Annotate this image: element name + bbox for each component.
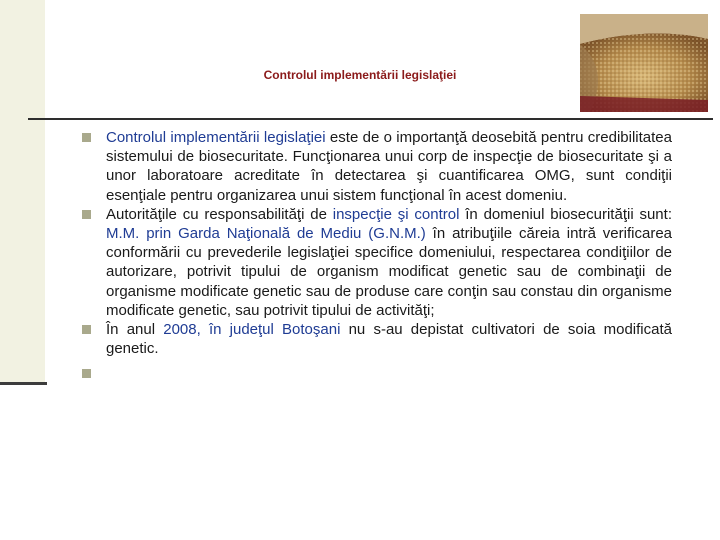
bullet-list xyxy=(82,128,672,383)
square-bullet-icon xyxy=(82,325,91,334)
list-item xyxy=(82,128,672,205)
item-highlight: 2008, în judeţul Botoşani xyxy=(163,321,341,339)
grain-sack-photo xyxy=(580,14,708,112)
list-item xyxy=(82,320,672,358)
item-highlight: M.M. prin Garda Naţională de Mediu (G.N.M.) xyxy=(106,225,426,243)
item-text: nu s-au depistat cultivatori de soia modificată genetic. xyxy=(106,321,672,358)
slide-title: Controlul implementării legislaţiei xyxy=(263,68,457,82)
list-item xyxy=(82,205,672,320)
item-highlight: inspecţie şi control xyxy=(332,205,460,223)
item-text: În anul xyxy=(106,321,164,339)
title-divider xyxy=(28,118,713,120)
square-bullet-icon xyxy=(82,210,91,219)
item-text: în domeniul biosecurităţii sunt: xyxy=(459,205,672,223)
left-accent-band xyxy=(0,0,45,383)
item-text: Autorităţile cu responsabilităţi de xyxy=(106,205,333,223)
item-text: în atribuţiile căreia intră verificarea conformării cu prevederile legislaţiei specifice domeniului, respectarea condiţiilor de autorizare, potrivit tipului de organism modificat genetic sau de combinaţii de organisme modificate genetic sau de produse care conţin sau constau din organisme modificate genetic, sau potrivit tipului de activităţi; xyxy=(106,225,672,319)
item-text: este de o importanţă deosebită pentru credibilitatea sistemului de biosecuritate. Funcţionarea unui corp de inspecţie de biosecuritate şi a unor laboratoare acreditate în detectarea şi cuantificarea OMG, sunt condiţii esenţiale pentru organizarea unui sistem funcţional în acest domeniu. xyxy=(106,129,672,204)
item-highlight: Controlul implementării legislaţiei xyxy=(106,129,326,146)
square-bullet-icon xyxy=(82,369,91,378)
square-bullet-icon xyxy=(82,133,91,142)
left-accent-line xyxy=(0,382,47,385)
list-item xyxy=(82,364,672,383)
